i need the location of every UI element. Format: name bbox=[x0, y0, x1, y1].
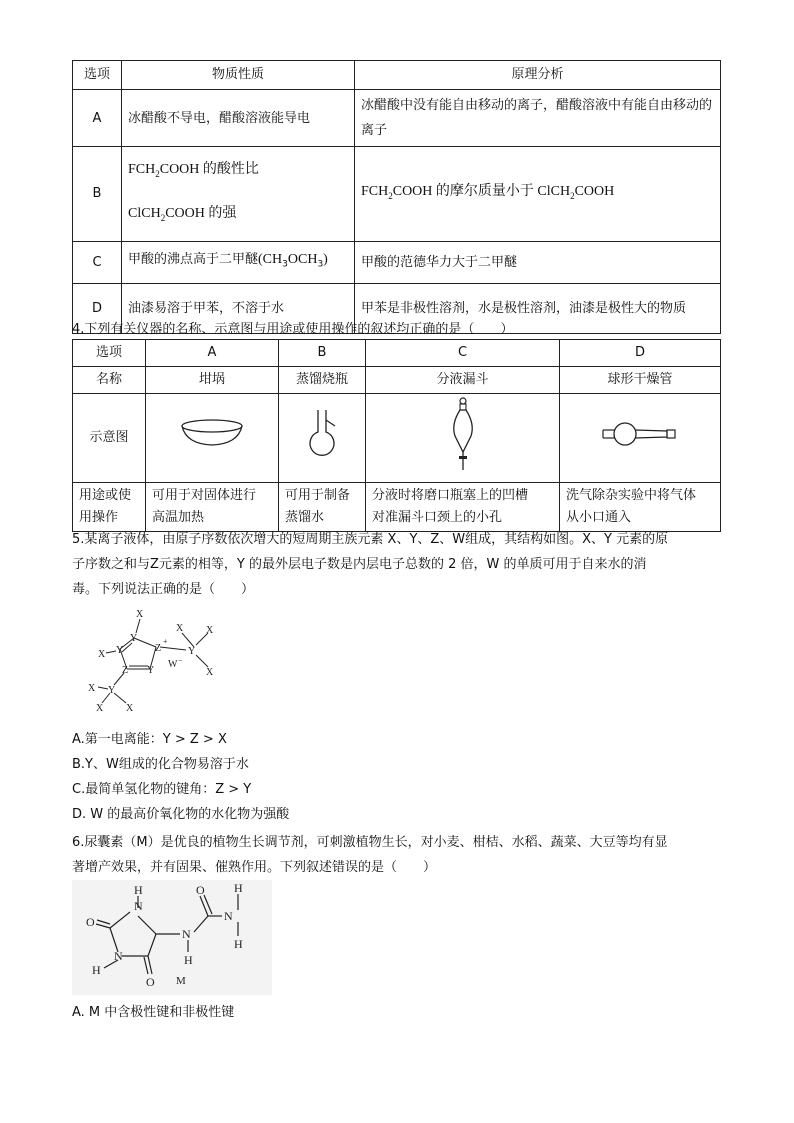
row-analysis: 冰醋酸中没有能自由移动的离子，醋酸溶液中有能自由移动的离子 bbox=[355, 90, 721, 147]
atom-label: H bbox=[92, 963, 101, 977]
table-row bbox=[73, 367, 721, 394]
col-option-b: B bbox=[279, 340, 366, 367]
col-option-a: A bbox=[146, 340, 279, 367]
atom-label: X bbox=[206, 625, 214, 636]
formula-text: COOH bbox=[574, 183, 615, 199]
stem-line: 毒。下列说法正确的是（ ） bbox=[72, 582, 255, 597]
table-header-row bbox=[73, 61, 721, 90]
row-property bbox=[122, 147, 355, 242]
subscript: 2 bbox=[160, 212, 166, 223]
col-option-d: D bbox=[560, 340, 721, 367]
row-property bbox=[122, 241, 355, 283]
q6-option-a: A. M 中含极性键和非极性键 bbox=[72, 1005, 235, 1020]
row-analysis: 甲苯是非极性溶剂，水是极性溶剂，油漆是极性大的物质 bbox=[355, 283, 721, 333]
atom-label: H bbox=[234, 881, 243, 895]
atom-label: Y bbox=[188, 646, 196, 657]
atom-label: H bbox=[234, 937, 243, 951]
instrument-use bbox=[279, 483, 366, 532]
use-line: 分液时将磨口瓶塞上的凹槽 bbox=[372, 488, 529, 503]
row-option: C bbox=[73, 241, 122, 283]
row-option: B bbox=[73, 147, 122, 242]
use-line: 从小口通入 bbox=[566, 510, 632, 525]
stem-line: 子序数之和与Z元素的相等，Y 的最外层电子数是内层电子总数的 2 倍，W 的单质可用于自来水的消 bbox=[72, 557, 647, 572]
row-label bbox=[73, 483, 146, 532]
table-row bbox=[73, 147, 721, 242]
q5-option-d: D. W 的最高价氧化物的水化物为强酸 bbox=[72, 807, 290, 822]
header-analysis: 原理分析 bbox=[355, 61, 721, 90]
atom-label: Z bbox=[122, 665, 129, 676]
anion-label: W bbox=[168, 659, 178, 670]
row-label: 选项 bbox=[73, 340, 146, 367]
atom-label: H bbox=[134, 883, 143, 897]
row-property: 冰醋酸不导电，醋酸溶液能导电 bbox=[122, 90, 355, 147]
stem-line: 6.尿囊素（M）是优良的植物生长调节剂，可刺激植物生长，对小麦、柑桔、水稻、蔬菜、大豆等均有显 bbox=[72, 835, 668, 850]
row-analysis: 甲酸的范德华力大于二甲醚 bbox=[355, 241, 721, 283]
table-row bbox=[73, 394, 721, 483]
separatory-funnel-cell bbox=[366, 394, 560, 483]
question-6-stem bbox=[72, 830, 722, 880]
formula-text: FCH bbox=[128, 162, 156, 177]
subscript: 2 bbox=[388, 190, 393, 201]
formula-text: (CH bbox=[258, 251, 283, 267]
instrument-name: 分液漏斗 bbox=[366, 367, 560, 394]
atom-label: O bbox=[86, 915, 95, 929]
atom-label: Z bbox=[155, 643, 162, 654]
atom-label: X bbox=[206, 667, 214, 678]
use-line: 对准漏斗口颈上的小孔 bbox=[372, 510, 503, 525]
property-text: 甲酸的沸点高于二甲醚 bbox=[128, 251, 259, 267]
table-row bbox=[73, 340, 721, 367]
question-4-stem: 4.下列有关仪器的名称、示意图与用途或使用操作的叙述均正确的是（ ） bbox=[72, 322, 514, 337]
q5-option-b: B.Y、W组成的化合物易溶于水 bbox=[72, 757, 249, 772]
atom-label: H bbox=[184, 953, 193, 967]
atom-label: X bbox=[88, 683, 96, 694]
subscript: 3 bbox=[282, 259, 288, 270]
drying-tube-icon bbox=[595, 414, 685, 454]
label-line: 用途或使 bbox=[79, 488, 132, 503]
row-analysis bbox=[355, 147, 721, 242]
formula-text: ) bbox=[323, 251, 328, 267]
atom-label: Y bbox=[116, 645, 124, 656]
stem-line: 5.某离子液体，由原子序数依次增大的短周期主族元素 X、Y、Z、W组成，其结构如图。X、Y 元素的原 bbox=[72, 532, 669, 547]
atom-label: X bbox=[176, 623, 184, 634]
flask-icon bbox=[302, 406, 342, 462]
atom-label: Y bbox=[108, 685, 116, 696]
charge-label: − bbox=[178, 656, 183, 665]
formula-text: ClCH bbox=[128, 205, 161, 221]
question-5-stem bbox=[72, 527, 722, 602]
atom-label: O bbox=[146, 975, 155, 989]
atom-label: X bbox=[98, 649, 106, 660]
instrument-use bbox=[146, 483, 279, 532]
atom-label: O bbox=[196, 883, 205, 897]
col-option-c: C bbox=[366, 340, 560, 367]
atom-label: N bbox=[114, 949, 123, 963]
header-option: 选项 bbox=[73, 61, 122, 90]
header-property: 物质性质 bbox=[122, 61, 355, 90]
atom-label: N bbox=[224, 909, 233, 923]
instrument-name: 球形干燥管 bbox=[560, 367, 721, 394]
property-analysis-table bbox=[72, 60, 721, 334]
charge-label: + bbox=[163, 637, 168, 646]
crucible-icon bbox=[172, 414, 252, 454]
row-option: A bbox=[73, 90, 122, 147]
subscript: 3 bbox=[317, 259, 324, 270]
instrument-name: 坩埚 bbox=[146, 367, 279, 394]
subscript: 2 bbox=[570, 190, 575, 201]
atom-label: X bbox=[126, 703, 134, 714]
formula-text: OCH bbox=[287, 251, 318, 267]
table-row bbox=[73, 241, 721, 283]
instrument-use bbox=[560, 483, 721, 532]
q5-option-a: A.第一电离能：Y > Z > X bbox=[72, 732, 227, 747]
formula-text: COOH 的摩尔质量小于 ClCH bbox=[392, 183, 571, 199]
row-label: 示意图 bbox=[73, 394, 146, 483]
stem-line: 著增产效果，并有固果、催熟作用。下列叙述错误的是（ ） bbox=[72, 860, 437, 875]
separatory-funnel-icon bbox=[443, 396, 483, 472]
distillation-flask-cell bbox=[279, 394, 366, 483]
atom-label: N bbox=[134, 899, 143, 913]
drying-tube-cell bbox=[560, 394, 721, 483]
formula-text: COOH 的酸性比 bbox=[159, 162, 259, 177]
use-line: 可用于对固体进行 bbox=[152, 488, 257, 503]
allantoin-structure bbox=[72, 880, 272, 995]
molecule-label: M bbox=[176, 975, 186, 987]
use-line: 蒸馏水 bbox=[285, 510, 325, 525]
instrument-name: 蒸馏烧瓶 bbox=[279, 367, 366, 394]
atom-label: Y bbox=[130, 633, 138, 644]
row-label: 名称 bbox=[73, 367, 146, 394]
use-line: 洗气除杂实验中将气体 bbox=[566, 488, 697, 503]
atom-label: X bbox=[136, 609, 144, 620]
atom-label: X bbox=[96, 703, 104, 714]
instrument-table bbox=[72, 339, 721, 532]
use-line: 高温加热 bbox=[152, 510, 205, 525]
table-row bbox=[73, 483, 721, 532]
atom-label: N bbox=[182, 927, 191, 941]
row-option: D bbox=[73, 283, 122, 333]
table-row bbox=[73, 90, 721, 147]
ionic-liquid-structure bbox=[72, 605, 242, 720]
crucible-cell bbox=[146, 394, 279, 483]
use-line: 可用于制备 bbox=[285, 488, 351, 503]
row-property: 油漆易溶于甲苯，不溶于水 bbox=[122, 283, 355, 333]
subscript: 2 bbox=[155, 168, 160, 179]
formula-text: FCH bbox=[361, 183, 389, 199]
label-line: 用操作 bbox=[79, 510, 119, 525]
formula-text: COOH 的强 bbox=[165, 205, 237, 221]
instrument-use bbox=[366, 483, 560, 532]
q5-option-c: C.最简单氢化物的键角：Z > Y bbox=[72, 782, 252, 797]
atom-label: Y bbox=[147, 665, 155, 676]
